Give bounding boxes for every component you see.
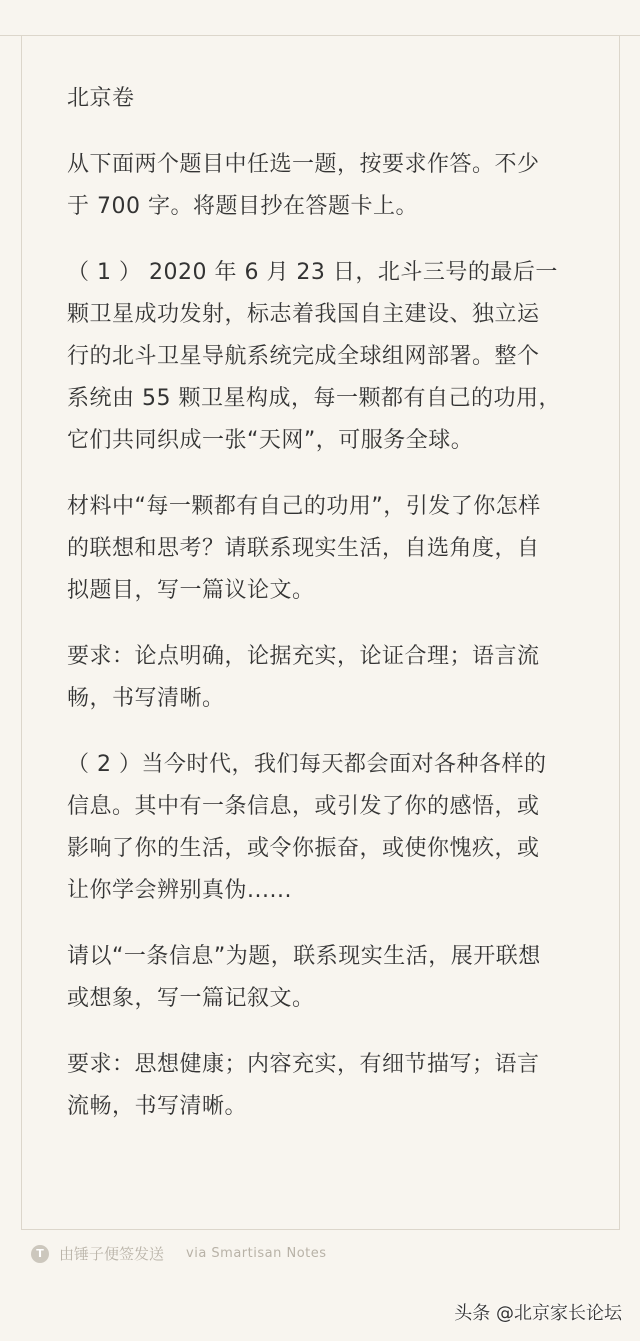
watermark: 头条 @北京家长论坛: [454, 1303, 622, 1324]
note-paragraph-topic-2-prompt: 请以“一条信息”为题，联系现实生活，展开联想 或想象，写一篇记叙文。: [67, 944, 541, 1011]
note-footer: [31, 1243, 327, 1264]
note-paragraph-topic-2: （ 2 ）当今时代，我们每天都会面对各种各样的 信息。其中有一条信息，或引发了你的感悟，或 影响了你的生活，或令你振奋，或使你愧疚，或 让你学会辨别真伪......: [67, 752, 547, 903]
note-paragraph-topic-1-prompt: 材料中“每一颗都有自己的功用”，引发了你怎样 的联想和思考？请联系现实生活，自选角度，自 拟题目，写一篇议论文。: [67, 494, 541, 603]
note-paragraph-intro: 从下面两个题目中任选一题，按要求作答。不少 于 700 字。将题目抄在答题卡上。: [67, 152, 540, 219]
note-content: [67, 78, 567, 1152]
footer-via: via Smartisan Notes: [186, 1246, 327, 1261]
note-paragraph-topic-1-requirements: 要求：论点明确，论据充实，论证合理；语言流 畅，书写清晰。: [67, 644, 540, 711]
note-paragraph-topic-2-requirements: 要求：思想健康；内容充实，有细节描写；语言 流畅，书写清晰。: [67, 1052, 540, 1119]
smartisan-t-icon: T: [31, 1245, 49, 1263]
note-title: 北京卷: [67, 86, 135, 111]
note-paragraph-topic-1: （ 1 ） 2020 年 6 月 23 日，北斗三号的最后一 颗卫星成功发射，标志着我国自主建设、独立运 行的北斗卫星导航系统完成全球组网部署。整个 系统由 55 颗卫星构成，每一颗都有自己的功用， 它们共同织成一张“天网”，可服务全球。: [67, 260, 561, 453]
footer-sent-by: 由锤子便签发送: [59, 1245, 165, 1263]
